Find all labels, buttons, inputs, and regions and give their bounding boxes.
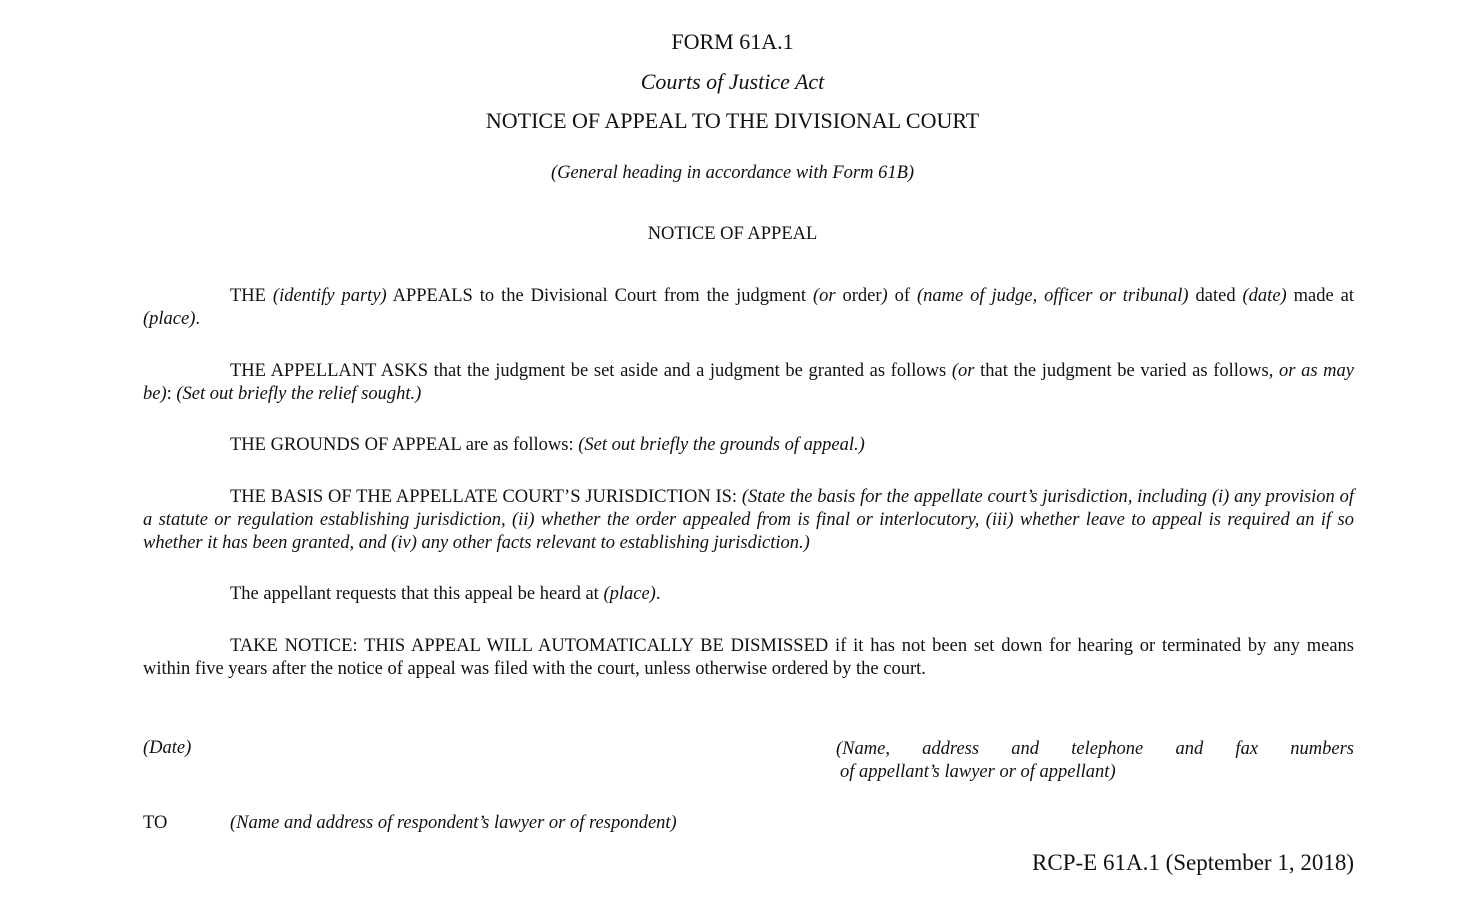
form-number: FORM 61A.1 (671, 29, 794, 54)
notice-title: NOTICE OF APPEAL TO THE DIVISIONAL COURT (485, 108, 980, 133)
paragraph-take-notice: TAKE NOTICE: THIS APPEAL WILL AUTOMATICALLY BE DISMISSED if it has not been set down for hearing or terminated by any means within five years after the notice of appeal was filed with the court, unless otherwise ordered by the court. (143, 636, 1354, 679)
paragraph-relief-sought: THE APPELLANT ASKS that the judgment be set aside and a judgment be granted as follows (or that the judgment be varied as follows, or as may be): (Set out briefly the relief sought.) (143, 361, 1354, 404)
signature-name-block (836, 738, 1354, 784)
general-heading-note: (General heading in accordance with Form 61B) (550, 163, 915, 183)
paragraph-hearing-place: The appellant requests that this appeal be heard at (place). (230, 584, 661, 604)
section-heading: NOTICE OF APPEAL (647, 224, 818, 244)
paragraph-appeal-statement: THE (identify party) APPEALS to the Divisional Court from the judgment (or order) of (name of judge, officer or tribunal) dated (date) made at (place). (143, 286, 1354, 329)
signature-name-line-2: of appellant’s lawyer or of appellant) (840, 762, 1116, 782)
signature-name-line-1: (Name, address and telephone and fax numbers (836, 739, 1354, 759)
form-footer-code: RCP-E 61A.1 (September 1, 2018) (1032, 850, 1354, 875)
to-recipient: (Name and address of respondent’s lawyer or of respondent) (230, 813, 677, 833)
to-label: TO (143, 813, 168, 833)
paragraph-grounds-of-appeal: THE GROUNDS OF APPEAL are as follows: (Set out briefly the grounds of appeal.) (230, 435, 865, 455)
paragraph-jurisdiction: THE BASIS OF THE APPELLATE COURT’S JURISDICTION IS: (State the basis for the appellate court’s jurisdiction, including (i) any provision of a statute or regulation establishing jurisdiction, (ii) whether the order appealed from is final or interlocutory, (iii) whether leave to appeal is required an if so whether it has been granted, and (iv) any other facts relevant to establishing jurisdiction.) (143, 487, 1355, 553)
act-title: Courts of Justice Act (640, 69, 825, 94)
signature-date: (Date) (143, 738, 192, 758)
